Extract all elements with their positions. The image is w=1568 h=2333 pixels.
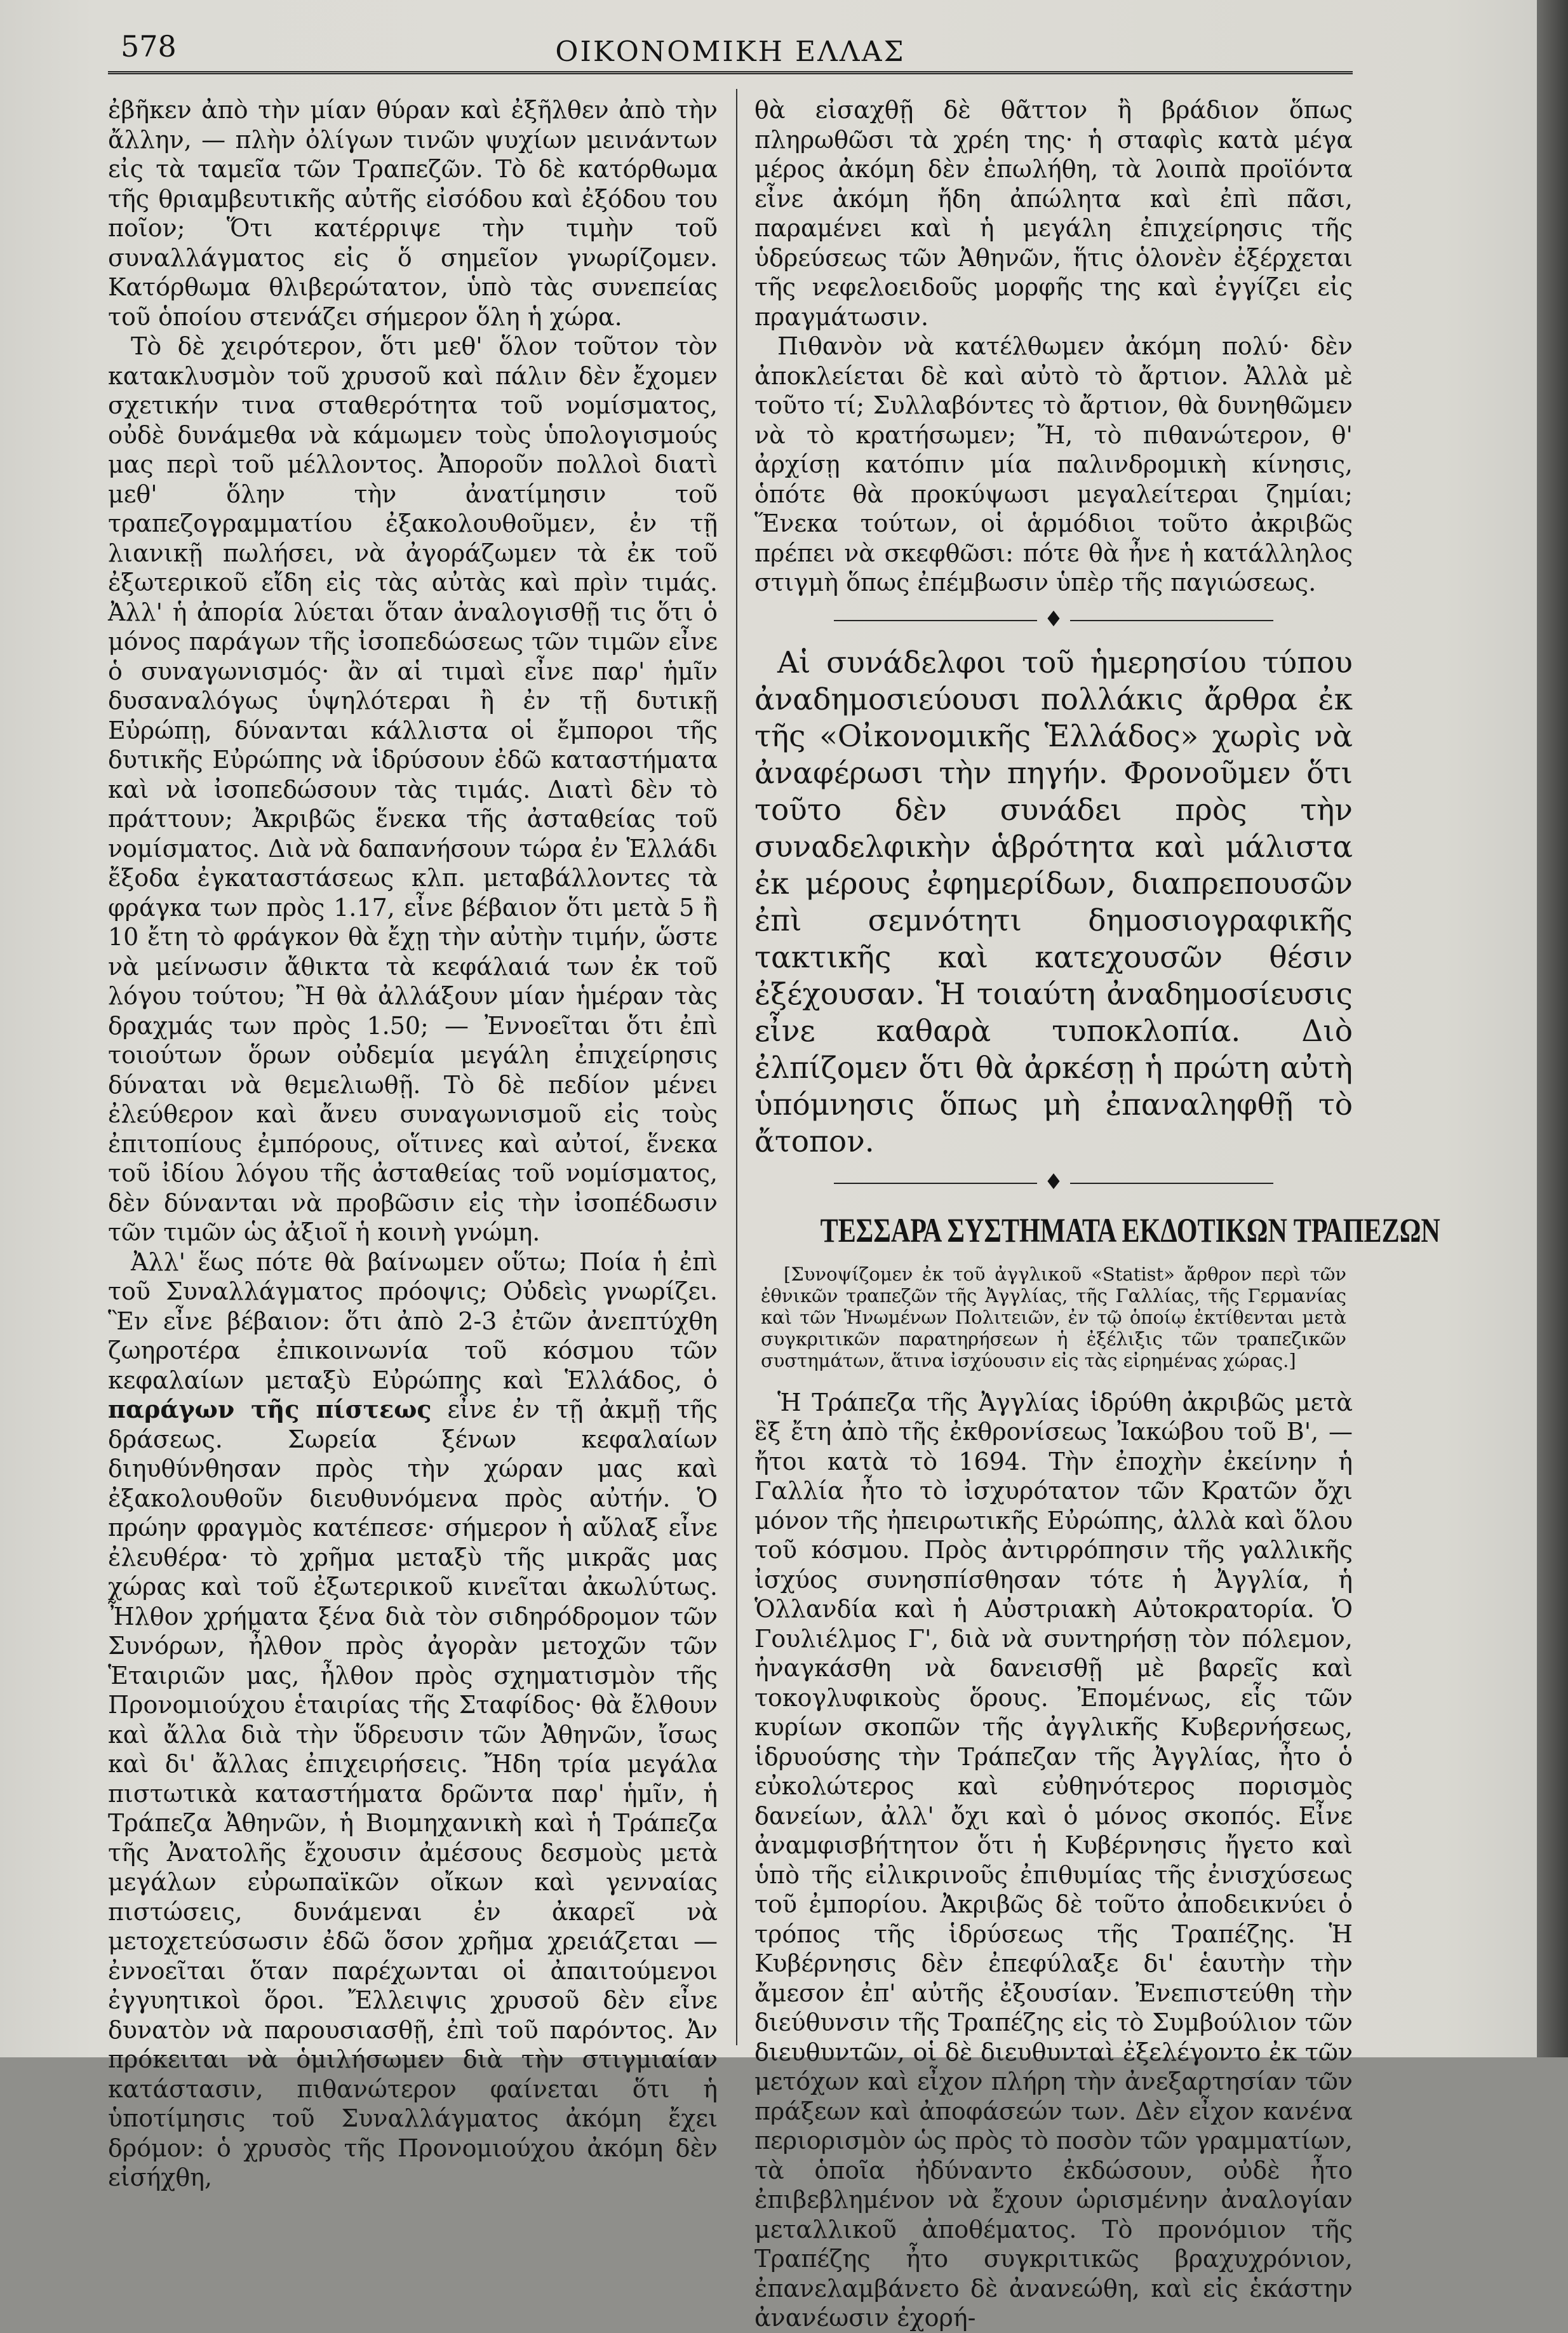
paragraph: ἐβῆκεν ἀπὸ τὴν μίαν θύραν καὶ ἐξῆλθεν ἀπὸ τὴν ἄλλην, — πλὴν ὀλίγων τινῶν ψυχίων μεινάντων εἰς τὰ ταμεῖα τῶν Τραπεζῶν. Τὸ δὲ κατόρθωμα τῆς θριαμβευτικῆς αὐτῆς εἰσόδου καὶ ἐξόδου του ποῖον; Ὅτι κατέρριψε τὴν τιμὴν τοῦ συναλλάγματος εἰς ὅ σημεῖον γνωρίζομεν. Κατόρθωμα θλιβερώτατον, ὑπὸ τὰς συνεπείας τοῦ ὁποίου στενάζει σήμερον ὅλη ἡ χώρα.	[108, 96, 718, 331]
running-head	[108, 25, 1353, 76]
right-column	[754, 95, 1440, 2333]
page-number: 578	[121, 29, 177, 64]
header-rule	[108, 71, 1353, 74]
section-ornament	[754, 607, 1353, 632]
paragraph-text: Ἀλλ' ἕως πότε θὰ βαίνωμεν οὕτω; Ποία ἡ ἐπὶ τοῦ Συναλλάγματος πρόοψις; Οὐδεὶς γνωρίζει. Ἓν εἶνε βέβαιον: ὅτι ἀπὸ 2-3 ἐτῶν ἀνεπτύχθη ζωηροτέρα ἐπικοινωνία τοῦ κόσμου τῶν κεφαλαίων μεταξὺ Εὐρώπης καὶ Ἑλλάδος, ὁ	[108, 1247, 718, 1394]
paragraph-text: εἶνε ἐν τῇ ἀκμῇ τῆς δράσεως. Σωρεία ξένων κεφαλαίων διηυθύνθησαν πρὸς τὴν χώραν μας καὶ ἐξακολουθοῦν διευθυνόμενα πρὸς αὐτήν. Ὁ πρώην φραγμὸς κατέπεσε· σήμερον ἡ αὔλαξ εἶνε ἐλευθέρα· τὸ χρῆμα μεταξὺ τῆς μικρᾶς μας χώρας καὶ τοῦ ἐξωτερικοῦ κινεῖται ἀκωλύτως. Ἦλθον χρήματα ξένα διὰ τὸν σιδηρόδρομον τῶν Συνόρων, ἦλθον πρὸς ἀγορὰν μετοχῶν τῶν Ἑταιριῶν μας, ἦλθον πρὸς σχηματισμὸν τῆς Προνομιούχου ἑταιρίας τῆς Σταφίδος· θὰ ἔλθουν καὶ ἄλλα διὰ τὴν ὕδρευσιν τῶν Ἀθηνῶν, ἴσως καὶ δι' ἄλλας ἐπιχειρήσεις. Ἤδη τρία μεγάλα πιστωτικὰ καταστήματα δρῶντα παρ' ἡμῖν, ἡ Τράπεζα Ἀθηνῶν, ἡ Βιομηχανικὴ καὶ ἡ Τράπεζα τῆς Ἀνατολῆς ἔχουσιν ἀμέσους δεσμοὺς μετὰ μεγάλων εὐρωπαϊκῶν οἴκων καὶ γενναίας πιστώσεις, δυνάμεναι ἐν ἀκαρεῖ νὰ μετοχετεύσωσιν ἐδῶ ὅσον χρῆμα χρειάζεται — ἐννοεῖται ὅταν παρέχωνται οἱ ἀπαιτούμενοι ἐγγυητικοὶ ὅροι. Ἔλλειψις χρυσοῦ δὲν εἶνε δυνατὸν νὰ παρουσιασθῇ, ἐπὶ τοῦ παρόντος. Ἀν πρόκειται νὰ ὁμιλήσωμεν διὰ τὴν στιγμιαίαν κατάστασιν, πιθανώτερον φαίνεται ὅτι ἡ ὑποτίμησις τοῦ Συναλλάγματος ἀκόμη ἔχει δρόμον: ὁ χρυσὸς τῆς Προνομιούχου ἀκόμη δὲν εἰσήχθη,	[108, 1395, 718, 2191]
article-abstract: [Συνοψίζομεν ἐκ τοῦ ἀγγλικοῦ «Statist» ἄρθρον περὶ τῶν ἐθνικῶν τραπεζῶν τῆς Ἀγγλίας, τῆς Γαλλίας, τῆς Γερμανίας καὶ τῶν Ἡνωμένων Πολιτειῶν, ἐν τῷ ὁποίῳ ἐκτίθενται μετὰ συγκριτικῶν παρατηρήσεων ἡ ἐξέλιξις τῶν τραπεζικῶν συστημάτων, ἅτινα ἰσχύουσιν εἰς τὰς εἰρημένας χώρας.]	[761, 1263, 1346, 1371]
column-divider	[736, 89, 737, 2045]
article-title: ΤΕΣΣΑΡΑ ΣΥΣΤΗΜΑΤΑ ΕΚΔΟΤΙΚΩΝ ΤΡΑΠΕΖΩΝ	[820, 1211, 1440, 1249]
section-ornament	[754, 1169, 1353, 1195]
left-column	[108, 95, 718, 2193]
paragraph	[108, 1247, 718, 2193]
diamond-ornament-icon: ♦	[1043, 606, 1064, 632]
paragraph: Τὸ δὲ χειρότερον, ὅτι μεθ' ὅλον τοῦτον τὸν κατακλυσμὸν τοῦ χρυσοῦ καὶ πάλιν δὲν ἔχομεν σχετικήν τινα σταθερότητα τοῦ νομίσματος, οὐδὲ δυνάμεθα νὰ κάμωμεν τοὺς ὑπολογισμούς μας περὶ τοῦ μέλλοντος. Ἀποροῦν πολλοὶ διατὶ μεθ' ὅλην τὴν ἀνατίμησιν τοῦ τραπεζογραμματίου ἐξακολουθοῦμεν, ἐν τῇ λιανικῇ πωλήσει, νὰ ἀγοράζωμεν τὰ ἐκ τοῦ ἐξωτερικοῦ εἴδη εἰς τὰς αὐτὰς καὶ πρὶν τιμάς. Ἀλλ' ἡ ἀπορία λύεται ὅταν ἀναλογισθῇ τις ὅτι ὁ μόνος παράγων τῆς ἰσοπεδώσεως τῶν τιμῶν εἶνε ὁ συναγωνισμός· ἂν αἱ τιμαὶ εἶνε παρ' ἡμῖν δυσαναλόγως ὑψηλότεραι ἢ ἐν τῇ δυτικῇ Εὐρώπῃ, δύνανται κάλλιστα οἱ ἔμποροι τῆς δυτικῆς Εὐρώπης νὰ ἱδρύσουν ἐδῶ καταστήματα καὶ νὰ ἰσοπεδώσουν τὰς τιμάς. Διατὶ δὲν τὸ πράττουν; Ἀκριβῶς ἕνεκα τῆς ἀσταθείας τοῦ νομίσματος. Διὰ νὰ δαπανήσουν τώρα ἐν Ἑλλάδι ἔξοδα ἐγκαταστάσεως κλπ. μεταβάλλοντες τὰ φράγκα των πρὸς 1.17, εἶνε βέβαιον ὅτι μετὰ 5 ἢ 10 ἔτη τὸ φράγκον θὰ ἔχῃ τὴν αὐτὴν τιμήν, ὥστε νὰ μείνωσιν ἄθικτα τὰ κεφάλαιά των ἐκ τοῦ λόγου τούτου; Ἢ θὰ ἀλλάξουν μίαν ἡμέραν τὰς δραχμάς των πρὸς 1.50; — Ἐννοεῖται ὅτι ἐπὶ τοιούτων ὅρων οὐδεμία μεγάλη ἐπιχείρησις δύναται νὰ θεμελιωθῇ. Τὸ δὲ πεδίον μένει ἐλεύθερον καὶ ἄνευ συναγωνισμοῦ εἰς τοὺς ἐπιτοπίους ἐμπόρους, οἵτινες καὶ αὐτοί, ἕνεκα τοῦ ἰδίου λόγου τῆς ἀσταθείας τοῦ νομίσματος, δὲν δύνανται νὰ προβῶσιν εἰς τὴν ἰσοπέδωσιν τῶν τιμῶν ὡς ἀξιοῖ ἡ κοινὴ γνώμη.	[108, 332, 718, 1246]
paragraph: Πιθανὸν νὰ κατέλθωμεν ἀκόμη πολύ· δὲν ἀποκλείεται δὲ καὶ αὐτὸ τὸ ἄρτιον. Ἀλλὰ μὲ τοῦτο τί; Συλλαβόντες τὸ ἄρτιον, θὰ δυνηθῶμεν νὰ τὸ κρατήσωμεν; Ἤ, τὸ πιθανώτερον, θ' ἀρχίσῃ κατόπιν μία παλινδρομικὴ κίνησις, ὁπότε θὰ προκύψωσι μεγαλείτεραι ζημίαι; Ἕνεκα τούτων, οἱ ἁρμόδιοι τοῦτο ἀκριβῶς πρέπει νὰ σκεφθῶσι: πότε θὰ ἦνε ἡ κατάλληλος στιγμὴ ὅπως ἐπέμβωσιν ὑπὲρ τῆς παγιώσεως.	[754, 332, 1353, 596]
paragraph: θὰ εἰσαχθῇ δὲ θᾶττον ἢ βράδιον ὅπως πληρωθῶσι τὰ χρέη της· ἡ σταφὶς κατὰ μέγα μέρος ἀκόμη δὲν ἐπωλήθη, τὰ λοιπὰ προϊόντα εἶνε ἀκόμη ἤδη ἀπώλητα καὶ ἐπὶ πᾶσι, παραμένει καὶ ἡ μεγάλη ἐπιχείρησις τῆς ὑδρεύσεως τῶν Ἀθηνῶν, ἥτις ὁλονὲν ἐξέρχεται τῆς νεφελοειδοῦς μορφῆς της καὶ ἐγγίζει εἰς πραγμάτωσιν.	[754, 96, 1353, 331]
diamond-ornament-icon: ♦	[1043, 1169, 1064, 1195]
journal-title: ΟΙΚΟΝΟΜΙΚΗ ΕΛΛΑΣ	[555, 36, 906, 68]
bold-phrase: παράγων τῆς πίστεως	[108, 1395, 432, 1423]
page-gutter	[1537, 0, 1568, 2057]
paragraph: Ἡ Τράπεζα τῆς Ἀγγλίας ἱδρύθη ἀκριβῶς μετὰ ἓξ ἔτη ἀπὸ τῆς ἐκθρονίσεως Ἰακώβου τοῦ Β', — ἤτοι κατὰ τὸ 1694. Τὴν ἐποχὴν ἐκείνην ἡ Γαλλία ἦτο τὸ ἰσχυρότατον τῶν Κρατῶν ὄχι μόνον τῆς ἠπειρωτικῆς Εὐρώπης, ἀλλὰ καὶ ὅλου τοῦ κόσμου. Πρὸς ἀντιρρόπησιν τῆς γαλλικῆς ἰσχύος συνησπίσθησαν τότε ἡ Ἀγγλία, ἡ Ὁλλανδία καὶ ἡ Αὐστριακὴ Αὐτοκρατορία. Ὁ Γουλιέλμος Γ', διὰ νὰ συντηρήσῃ τὸν πόλεμον, ἠναγκάσθη νὰ δανεισθῇ μὲ βαρεῖς καὶ τοκογλυφικοὺς ὅρους. Ἐπομένως, εἷς τῶν κυρίων σκοπῶν τῆς ἀγγλικῆς Κυβερνήσεως, ἱδρυούσης τὴν Τράπεζαν τῆς Ἀγγλίας, ἦτο ὁ εὐκολώτερος καὶ εὐθηνότερος πορισμὸς δανείων, ἀλλ' ὄχι καὶ ὁ μόνος σκοπός. Εἶνε ἀναμφισβήτητον ὅτι ἡ Κυβέρνησις ἤγετο καὶ ὑπὸ τῆς εἰλικρινοῦς ἐπιθυμίας τῆς ἐνισχύσεως τοῦ ἐμπορίου. Ἀκριβῶς δὲ τοῦτο ἀποδεικνύει ὁ τρόπος τῆς ἱδρύσεως τῆς Τραπέζης. Ἡ Κυβέρνησις δὲν ἐπεφύλαξε δι' ἑαυτὴν τὴν ἄμεσον ἐπ' αὐτῆς ἐξουσίαν. Ἐνεπιστεύθη τὴν διεύθυνσιν τῆς Τραπέζης εἰς τὸ Συμβούλιον τῶν διευθυντῶν, οἱ δὲ διευθυνταὶ ἐξελέγοντο ἐκ τῶν μετόχων καὶ εἶχον πλήρη τὴν ἀνεξαρτησίαν τῶν πράξεων καὶ ἀποφάσεών των. Δὲν εἶχον κανένα περιορισμὸν ὡς πρὸς τὸ ποσὸν τῶν γραμματίων, τὰ ὁποῖα ἠδύναντο ἐκδώσουν, οὐδὲ ἦτο ἐπιβεβλημένον νὰ ἔχουν ὡρισμένην ἀναλογίαν μεταλλικοῦ ἀποθέματος. Τὸ προνόμιον τῆς Τραπέζης ἦτο συγκριτικῶς βραχυχρόνιον, ἐπανελαμβάνετο δὲ ἀνανεώθη, καὶ εἰς ἑκάστην ἀνανέωσιν ἐχορή-	[754, 1388, 1353, 2332]
editorial-notice: Αἱ συνάδελφοι τοῦ ἡμερησίου τύπου ἀναδημοσιεύουσι πολλάκις ἄρθρα ἐκ τῆς «Οἰκονομικῆς Ἑλλάδος» χωρὶς νὰ ἀναφέρωσι τὴν πηγήν. Φρονοῦμεν ὅτι τοῦτο δὲν συνάδει πρὸς τὴν συναδελφικὴν ἁβρότητα καὶ μάλιστα ἐκ μέρους ἐφημερίδων, διαπρεπουσῶν ἐπὶ σεμνότητι δημοσιογραφικῆς τακτικῆς καὶ κατεχουσῶν θέσιν ἐξέχουσαν. Ἡ τοιαύτη ἀναδημοσίευσις εἶνε καθαρὰ τυποκλοπία. Διὸ ἐλπίζομεν ὅτι θὰ ἀρκέσῃ ἡ πρώτη αὐτὴ ὑπόμνησις ὅπως μὴ ἐπαναληφθῇ τὸ ἄτοπον.	[754, 645, 1353, 1159]
